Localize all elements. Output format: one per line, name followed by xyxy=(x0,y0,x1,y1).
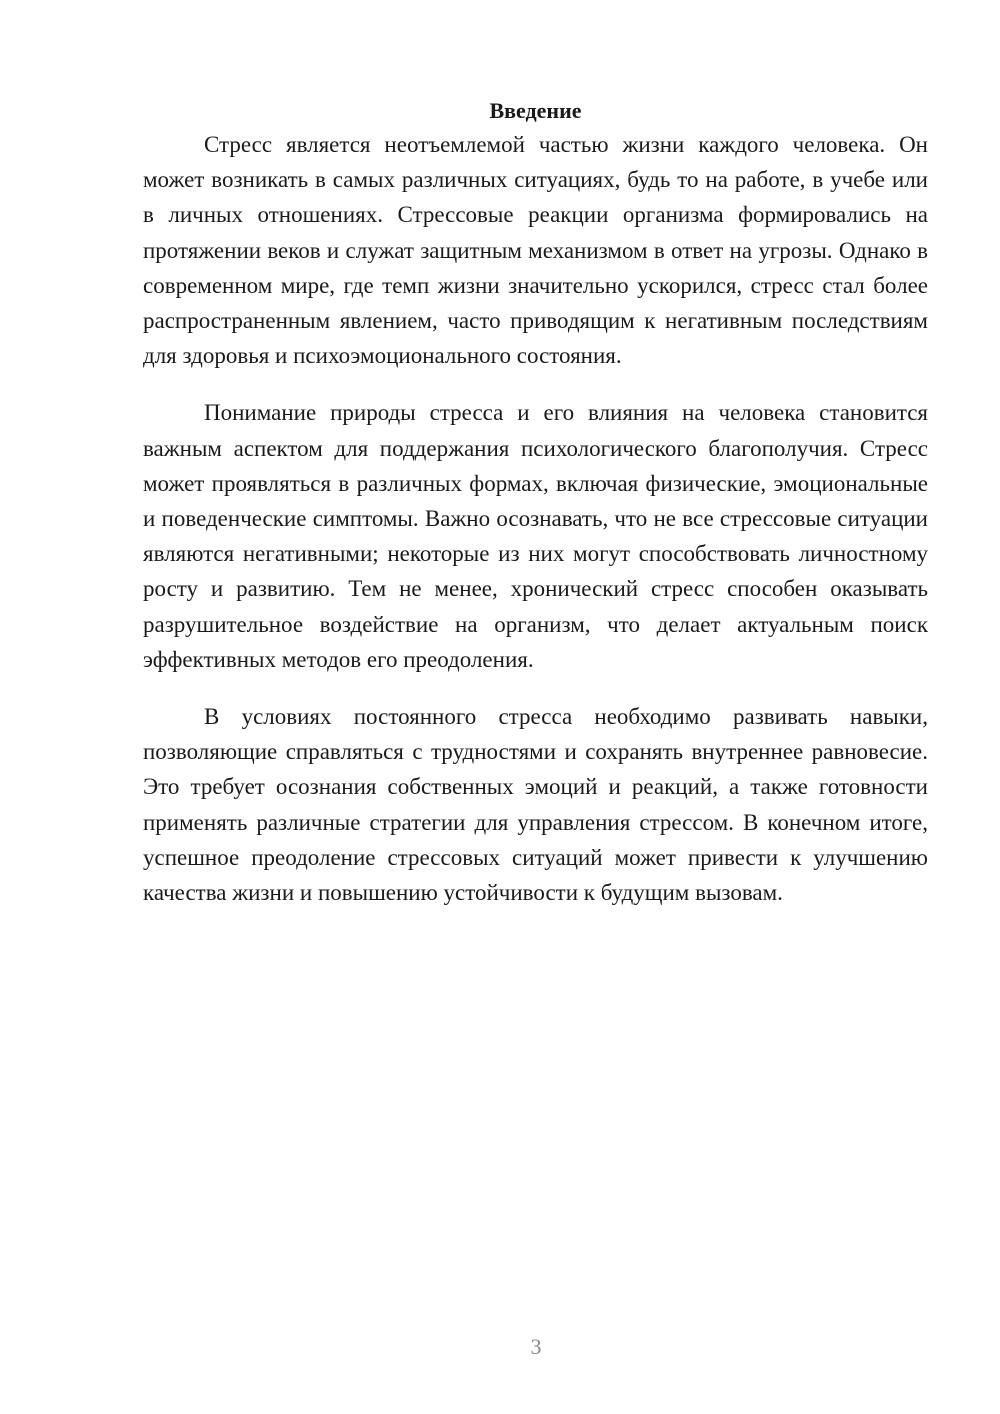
page-number: 3 xyxy=(530,1334,542,1359)
paragraph-1: Стресс является неотъемлемой частью жизни каждого человека. Он может возникать в самых различных ситуациях, будь то на работе, в учебе или в личных отношениях. Стрессовые реакции организма формировались на протяжении веков и служат защитным механизмом в ответ на угрозы. Однако в современном мире, где темп жизни значительно ускорился, стресс стал более распространенным явлением, часто приводящим к негативным последствиям для здоровья и психоэмоционального состояния. xyxy=(143,132,928,369)
page-content xyxy=(143,95,928,910)
paragraph-3: В условиях постоянного стресса необходимо развивать навыки, позволяющие справляться с трудностями и сохранять внутреннее равновесие. Это требует осознания собственных эмоций и реакций, а также готовности применять различные стратегии для управления стрессом. В конечном итоге, успешное преодоление стрессовых ситуаций может привести к улучшению качества жизни и повышению устойчивости к будущим вызовам. xyxy=(143,704,928,906)
section-title: Введение xyxy=(489,98,582,123)
paragraph-2: Понимание природы стресса и его влияния на человека становится важным аспектом для поддержания психологического благополучия. Стресс может проявляться в различных формах, включая физические, эмоциональные и поведенческие симптомы. Важно осознавать, что не все стрессовые ситуации являются негативными; некоторые из них могут способствовать личностному росту и развитию. Тем не менее, хронический стресс способен оказывать разрушительное воздействие на организм, что делает актуальным поиск эффективных методов его преодоления. xyxy=(143,400,928,672)
